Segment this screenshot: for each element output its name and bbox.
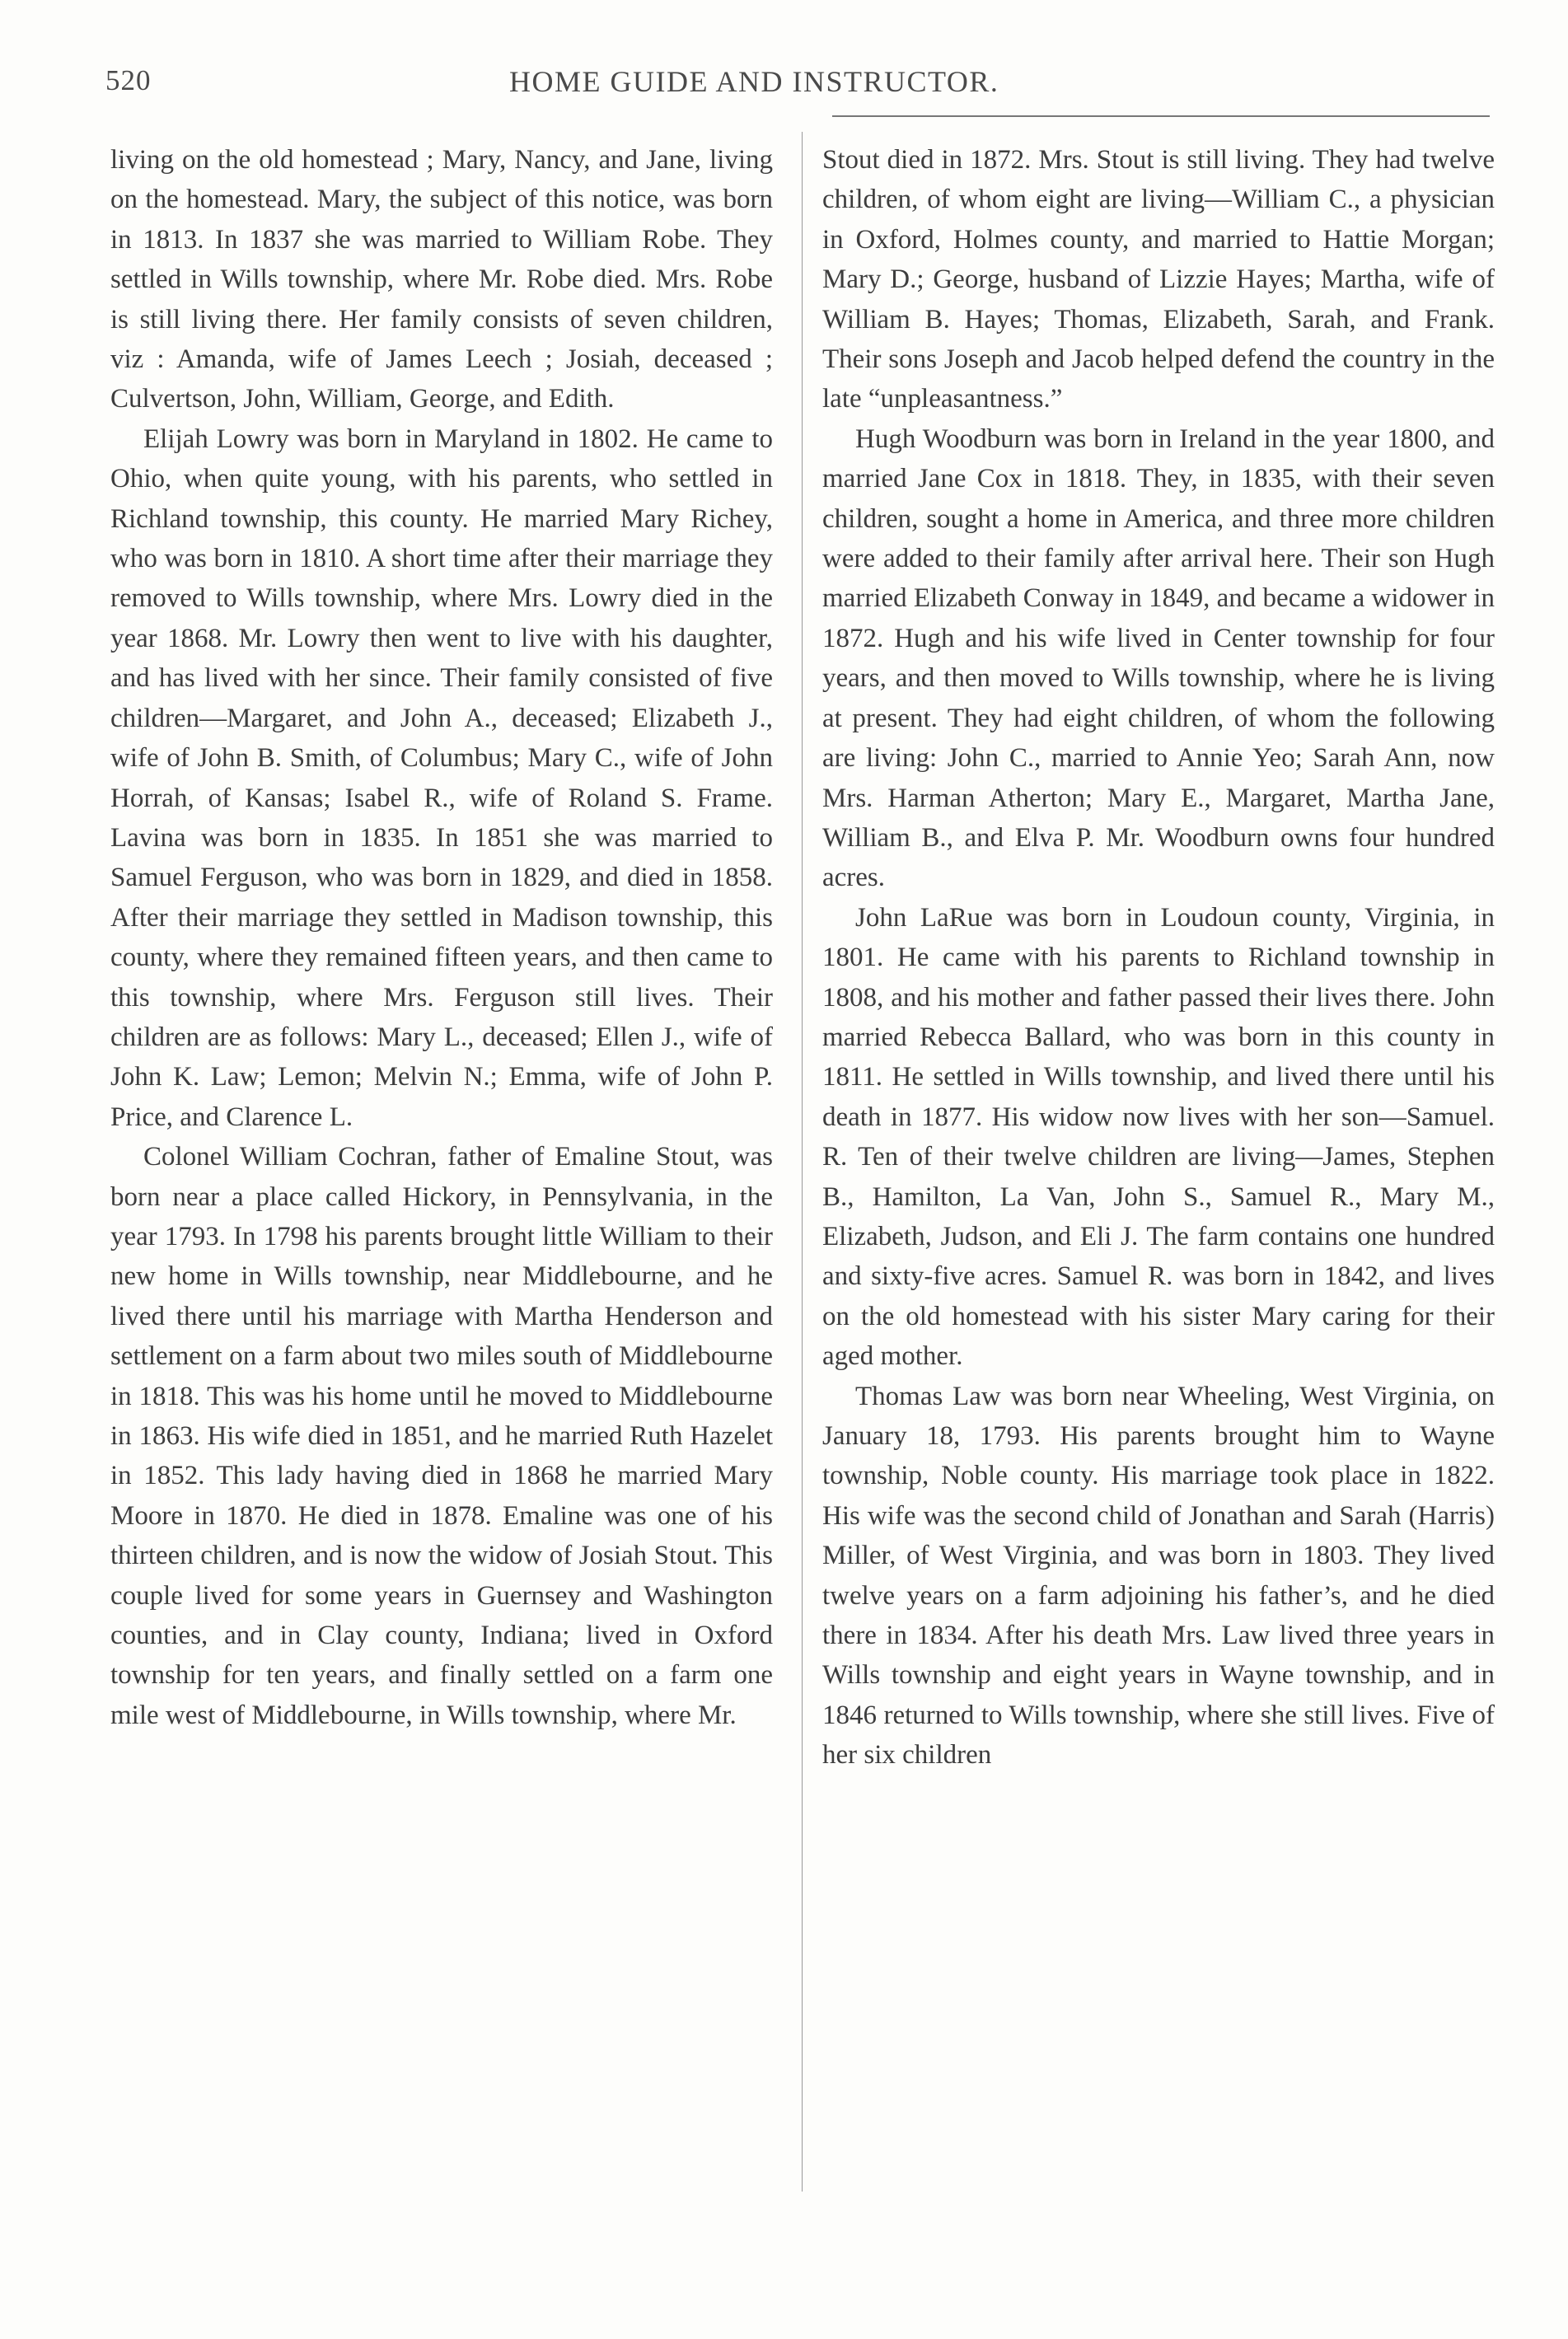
paragraph-robe: living on the old homestead ; Mary, Nancy, and Jane, living on the homestead. Mary, the subject of this notice, was born in 1813. In 1837 she was married to William Robe. They settled in Wills township, where Mr. Robe died. Mrs. Robe is still living there. Her family consists of seven children, viz : Amanda, wife of James Leech ; Josiah, deceased ; Culvertson, John, William, George, and Edith. [110,145,773,414]
running-title: HOME GUIDE AND INSTRUCTOR. [509,65,999,98]
left-column [110,140,773,1735]
column-divider [802,132,803,2192]
page-number: 520 [105,64,152,96]
paragraph-cochran: Colonel William Cochran, father of Emaline Stout, was born near a place called Hickory, in Pennsylvania, in the year 1793. In 1798 his parents brought little William to their new home in Wills township, near Middlebourne, and he lived there until his marriage with Martha Henderson and settlement on a farm about two miles south of Middlebourne in 1818. This was his home until he moved to Middlebourne in 1863. His wife died in 1851, and he married Ruth Hazelet in 1852. This lady having died in 1868 he married Mary Moore in 1870. He died in 1878. Emaline was one of his thirteen children, and is now the widow of Josiah Stout. This couple lived for some years in Guernsey and Washington counties, and in Clay county, Indiana; lived in Oxford township for ten years, and finally settled on a farm one mile west of Middlebourne, in Wills township, where Mr. [110,1142,773,1730]
page-header [105,64,1490,105]
paragraph-stout: Stout died in 1872. Mrs. Stout is still living. They had twelve children, of whom eight are living—William C., a physician in Oxford, Holmes county, and married to Hattie Morgan; Mary D.; George, husband of Lizzie Hayes; Martha, wife of William B. Hayes; Thomas, Elizabeth, Sarah, and Frank. Their sons Joseph and Jacob helped defend the country in the late “unpleasantness.” [822,145,1495,414]
paragraph-lowry: Elijah Lowry was born in Maryland in 1802. He came to Ohio, when quite young, with his parents, who settled in Richland township, this county. He married Mary Richey, who was born in 1810. A short time after their marriage they removed to Wills township, where Mrs. Lowry died in the year 1868. Mr. Lowry then went to live with his daughter, and has lived with her since. Their family consisted of five children—Margaret, and John A., deceased; Elizabeth J., wife of John B. Smith, of Columbus; Mary C., wife of John Horrah, of Kansas; Isabel R., wife of Roland S. Frame. Lavina was born in 1835. In 1851 she was married to Samuel Ferguson, who was born in 1829, and died in 1858. After their marriage they settled in Madison township, this county, where they remained fifteen years, and then came to this township, where Mrs. Ferguson still lives. Their children are as follows: Mary L., deceased; Ellen J., wife of John K. Law; Lemon; Melvin N.; Emma, wife of John P. Price, and Clarence L. [110,423,773,1132]
paragraph-woodburn: Hugh Woodburn was born in Ireland in the year 1800, and married Jane Cox in 1818. They, in 1835, with their seven children, sought a home in America, and three more children were added to their family after arrival here. Their son Hugh married Elizabeth Conway in 1849, and became a widower in 1872. Hugh and his wife lived in Center township for four years, and then moved to Wills township, where he is living at present. They had eight children, of whom the following are living: John C., married to Annie Yeo; Sarah Ann, now Mrs. Harman Atherton; Mary E., Margaret, Martha Jane, William B., and Elva P. Mr. Woodburn owns four hundred acres. [822,423,1495,893]
right-column [822,140,1495,1775]
paragraph-larue: John LaRue was born in Loudoun county, Virginia, in 1801. He came with his parents to Richland township in 1808, and his mother and father passed their lives there. John married Rebecca Ballard, who was born in this county in 1811. He settled in Wills township, and lived there until his death in 1877. His widow now lives with her son—Samuel. R. Ten of their twelve children are living—James, Stephen B., Hamilton, La Van, John S., Samuel R., Mary M., Elizabeth, Judson, and Eli J. The farm contains one hundred and sixty-five acres. Samuel R. was born in 1842, and lives on the old homestead with his sister Mary caring for their aged mother. [822,902,1495,1372]
paragraph-law: Thomas Law was born near Wheeling, West Virginia, on January 18, 1793. His parents brought him to Wayne township, Noble county. His marriage took place in 1822. His wife was the second child of Jonathan and Sarah (Harris) Miller, of West Virginia, and was born in 1803. They lived twelve years on a farm adjoining his father’s, and he died there in 1834. After his death Mrs. Law lived three years in Wills township and eight years in Wayne township, and in 1846 returned to Wills township, where she still lives. Five of her six children [822,1381,1495,1771]
header-rule [832,115,1490,117]
